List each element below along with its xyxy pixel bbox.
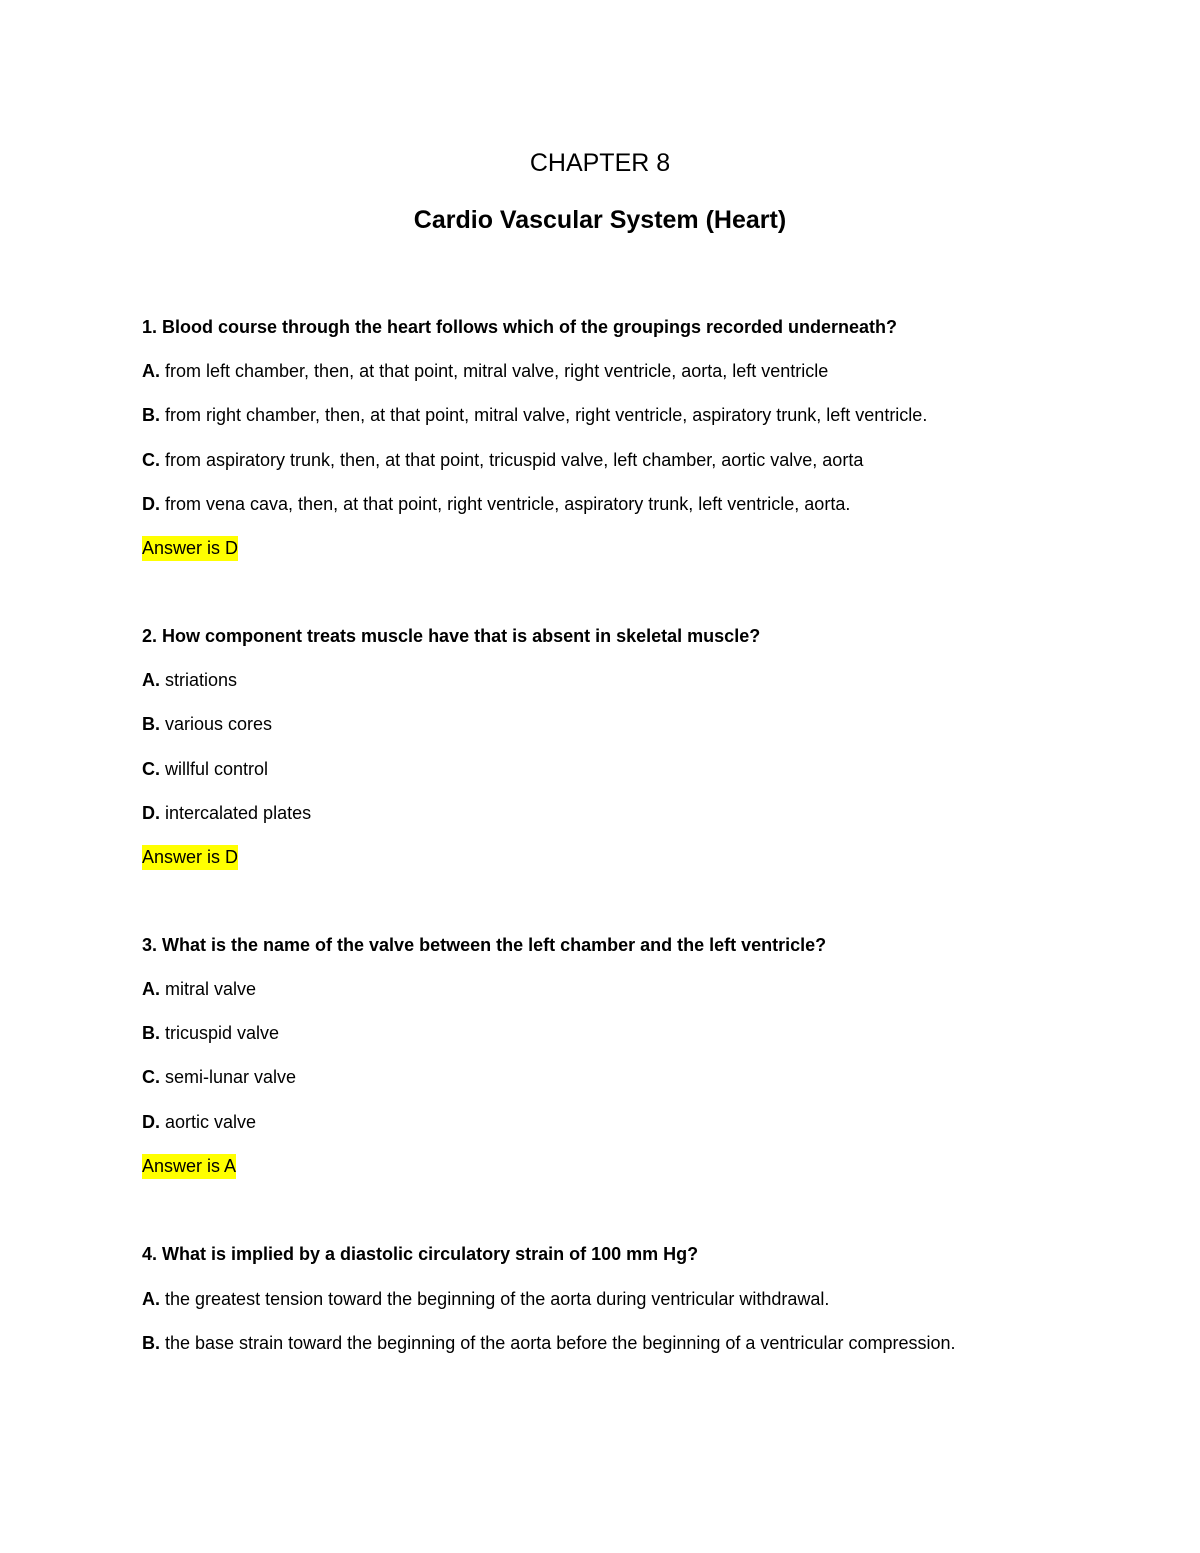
option-letter: A. [142, 361, 160, 381]
question-2-answer-line [142, 846, 238, 868]
option-letter: A. [142, 670, 160, 690]
option-letter: A. [142, 1289, 160, 1309]
option-letter: B. [142, 1333, 160, 1353]
chapter-number: CHAPTER 8 [529, 149, 671, 177]
question-3-option-a [142, 978, 256, 1000]
option-text: mitral valve [160, 979, 257, 999]
option-text: from vena cava, then, at that point, right ventricle, aspiratory trunk, left ventricle, aorta. [160, 494, 851, 514]
option-text: striations [160, 670, 238, 690]
question-2-option-c [142, 758, 268, 780]
question-1-option-d [142, 493, 850, 515]
option-text: aortic valve [160, 1112, 257, 1132]
question-4: 4. What is implied by a diastolic circulatory strain of 100 mm Hg? [142, 1244, 699, 1264]
option-letter: D. [142, 803, 160, 823]
question-3-option-c [142, 1066, 296, 1088]
question-1-option-a [142, 360, 828, 382]
option-letter: D. [142, 1112, 160, 1132]
question-2: 2. How component treats muscle have that is absent in skeletal muscle? [142, 626, 761, 646]
question-3-option-d [142, 1111, 256, 1133]
option-text: willful control [160, 759, 269, 779]
question-3-answer-line [142, 1155, 236, 1177]
option-text: from left chamber, then, at that point, mitral valve, right ventricle, aorta, left ventricle [160, 361, 829, 381]
option-text: the greatest tension toward the beginning of the aorta during ventricular withdrawal. [160, 1289, 830, 1309]
answer-highlight: Answer is D [142, 845, 238, 870]
question-1: 1. Blood course through the heart follows which of the groupings recorded underneath? [142, 317, 898, 337]
option-text: various cores [160, 714, 273, 734]
question-4-option-b [142, 1332, 956, 1354]
chapter-title: Cardio Vascular System (Heart) [413, 206, 787, 234]
option-letter: D. [142, 494, 160, 514]
question-2-option-d [142, 802, 311, 824]
question-4-option-a [142, 1288, 829, 1310]
option-letter: C. [142, 759, 160, 779]
option-letter: B. [142, 405, 160, 425]
option-letter: B. [142, 1023, 160, 1043]
option-letter: A. [142, 979, 160, 999]
question-3-option-b [142, 1022, 279, 1044]
option-text: from aspiratory trunk, then, at that point, tricuspid valve, left chamber, aortic valve, aorta [160, 450, 864, 470]
answer-highlight: Answer is A [142, 1154, 236, 1179]
option-letter: C. [142, 1067, 160, 1087]
option-text: tricuspid valve [160, 1023, 280, 1043]
question-1-option-c [142, 449, 863, 471]
option-letter: C. [142, 450, 160, 470]
option-text: semi-lunar valve [160, 1067, 297, 1087]
answer-highlight: Answer is D [142, 536, 238, 561]
option-text: intercalated plates [160, 803, 312, 823]
option-letter: B. [142, 714, 160, 734]
question-1-option-b [142, 404, 927, 426]
question-2-option-a [142, 669, 237, 691]
option-text: the base strain toward the beginning of the aorta before the beginning of a ventricular compression. [160, 1333, 956, 1353]
question-1-answer-line [142, 537, 238, 559]
option-text: from right chamber, then, at that point, mitral valve, right ventricle, aspiratory trunk, left ventricle. [160, 405, 928, 425]
question-3: 3. What is the name of the valve between the left chamber and the left ventricle? [142, 935, 827, 955]
question-2-option-b [142, 713, 272, 735]
